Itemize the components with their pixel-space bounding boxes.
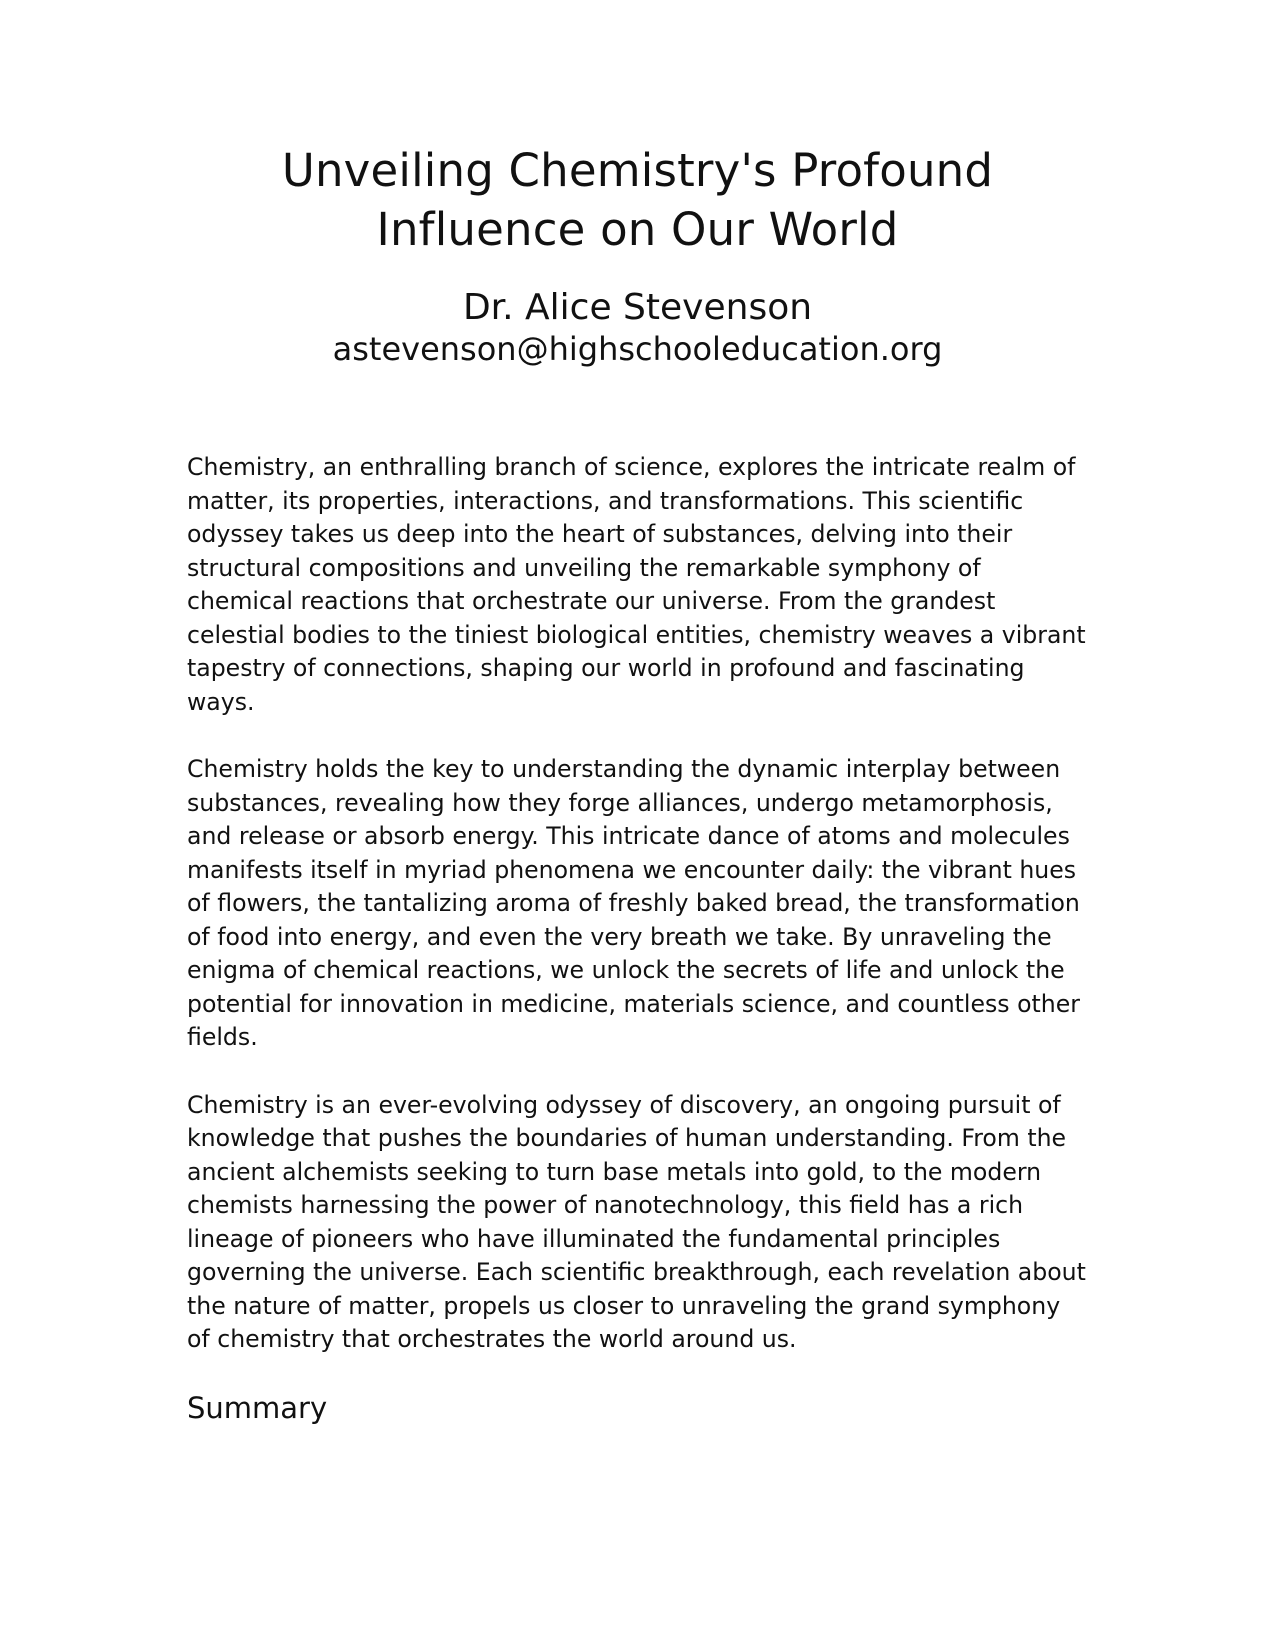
paragraph-2: Chemistry holds the key to understanding the dynamic interplay between substances, revealing how they forge alliances, undergo metamorphosis, and release or absorb energy. This intricate dance of atoms and molecules manifests itself in myriad phenomena we encounter daily: the vibrant hues of flowers, the tantalizing aroma of freshly baked bread, the transformation of food into energy, and even the very breath we take. By unraveling the enigma of chemical reactions, we unlock the secrets of life and unlock the potential for innovation in medicine, materials science, and countless other fields. xyxy=(187,755,1080,1051)
title-line-1: Unveiling Chemistry's Profound xyxy=(281,144,994,197)
title-block xyxy=(180,141,1095,259)
summary-heading: Summary xyxy=(187,1390,328,1425)
author-name: Dr. Alice Stevenson xyxy=(462,287,813,328)
title-line-2: Influence on Our World xyxy=(376,203,899,256)
paragraph-1: Chemistry, an enthralling branch of science, explores the intricate realm of matter, its properties, interactions, and transformations. This scientific odyssey takes us deep into the heart of substances, delving into their structural compositions and unveiling the remarkable symphony of chemical reactions that orchestrate our universe. From the grandest celestial bodies to the tiniest biological entities, chemistry weaves a vibrant tapestry of connections, shaping our world in profound and fascinating ways. xyxy=(187,453,1086,716)
author-email: astevenson@highschooleducation.org xyxy=(332,330,943,368)
document-title xyxy=(180,141,1095,259)
paragraph-3: Chemistry is an ever-evolving odyssey of discovery, an ongoing pursuit of knowledge that pushes the boundaries of human understanding. From the ancient alchemists seeking to turn base metals into gold, to the modern chemists harnessing the power of nanotechnology, this field has a rich lineage of pioneers who have illuminated the fundamental principles governing the universe. Each scientific breakthrough, each revelation about the nature of matter, propels us closer to unraveling the grand symphony of chemistry that orchestrates the world around us. xyxy=(187,1090,1086,1353)
author-block xyxy=(180,286,1095,368)
document-body xyxy=(187,451,1087,1428)
